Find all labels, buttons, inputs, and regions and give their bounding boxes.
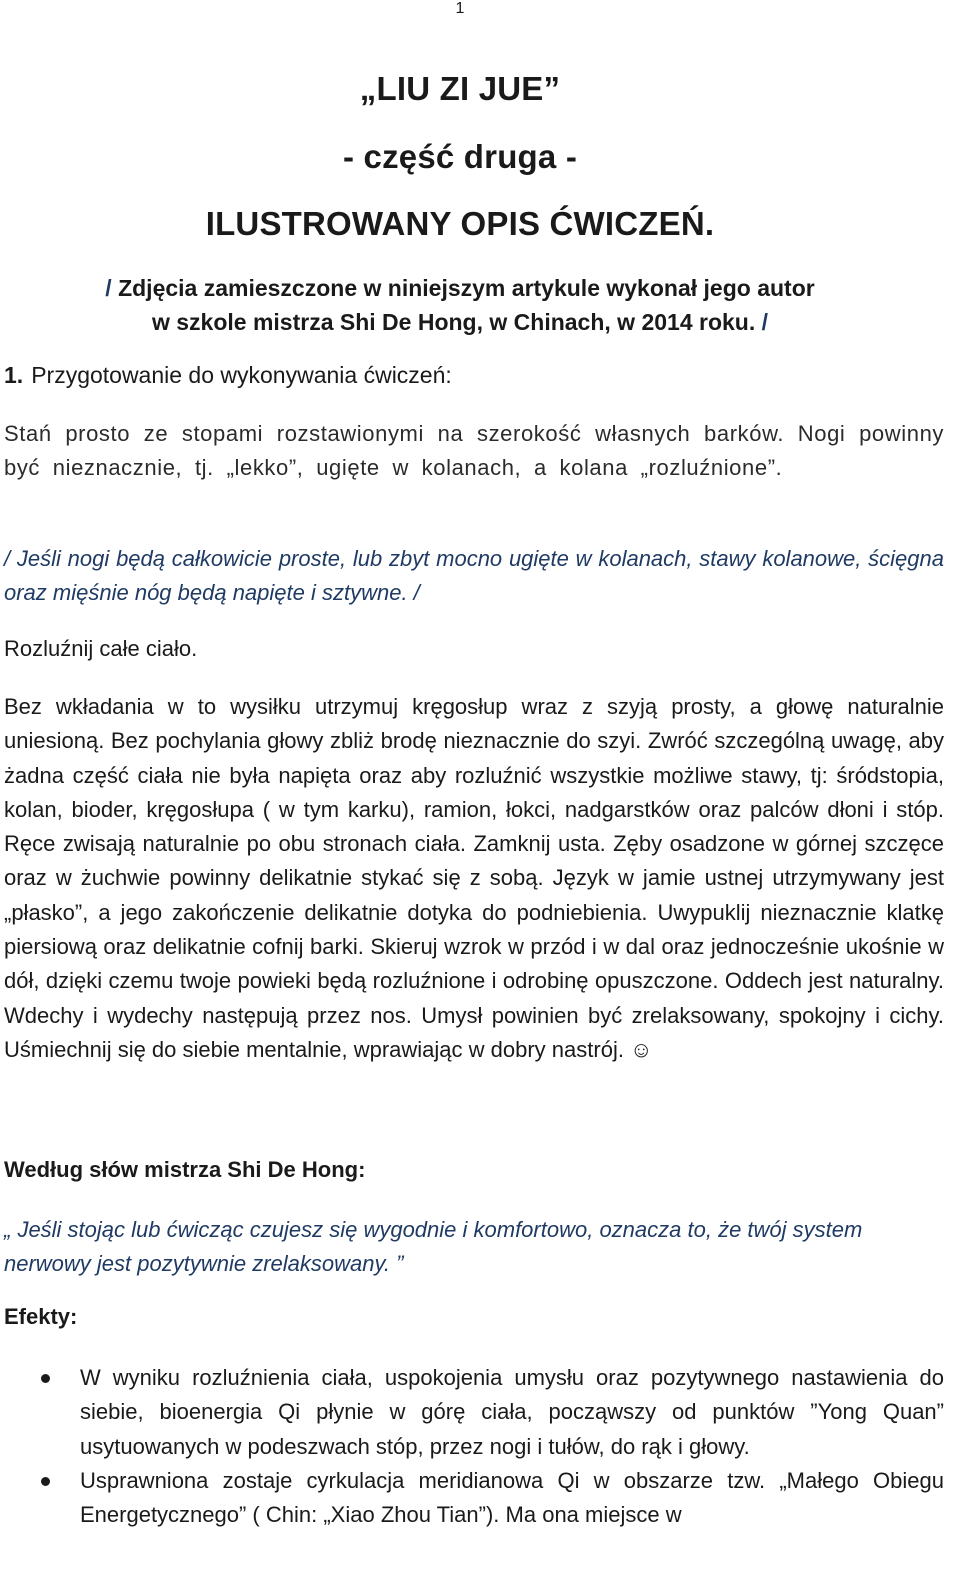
photo-note	[0, 271, 920, 339]
bullet-icon	[41, 1374, 50, 1383]
master-heading: Według słów mistrza Shi De Hong:	[4, 1157, 366, 1182]
title-line-1: „LIU ZI JUE”	[359, 70, 561, 107]
effects-item	[0, 1464, 944, 1533]
open-slash: /	[105, 275, 112, 301]
effects-item-text: W wyniku rozluźnienia ciała, uspokojenia umysłu oraz pozytywnego nastawienia do siebie, bioenergia Qi płynie w górę ciała, począwszy od punktów ”Yong Quan” usytuowanych w podeszwach stóp, przez nogi i tułów, do rąk i głowy.	[80, 1365, 944, 1459]
paragraph-stance: Stań prosto ze stopami rozstawionymi na szerokość własnych barków. Nogi powinny być nieznacznie, tj. „lekko”, ugięte w kolanach, a kolana „rozluźnione”.	[4, 421, 944, 481]
effects-heading: Efekty:	[4, 1304, 78, 1329]
effects-item	[0, 1361, 944, 1464]
section-heading	[4, 362, 452, 389]
effects-item-text: Usprawniona zostaje cyrkulacja meridianowa Qi w obszarze tzw. „Małego Obiegu Energetycznego” ( Chin: „Xiao Zhou Tian”). Ma ona miejsce w	[80, 1467, 944, 1528]
bullet-icon	[41, 1477, 50, 1486]
photo-note-line-1	[0, 271, 920, 305]
title-line-3: ILUSTROWANY OPIS ĆWICZEŃ.	[205, 205, 715, 242]
page-number: 1	[455, 0, 465, 17]
paragraph-body: Bez wkładania w to wysiłku utrzymuj kręgosłup wraz z szyją prosty, a głowę naturalnie uniesioną. Bez pochylania głowy zbliż brodę nieznacznie do szyi. Zwróć szczególną uwagę, aby żadna część ciała nie była napięta oraz aby rozluźnić wszystkie możliwe stawy, tj: śródstopia, kolan, bioder, kręgosłupa ( w tym karku), ramion, łokci, nadgarstków oraz palców dłoni i stóp. Ręce zwisają naturalnie po obu stronach ciała. Zamknij usta. Zęby osadzone w górnej szczęce oraz w żuchwie powinny delikatnie stykać się z sobą. Język w jamie ustnej utrzymywany jest „płasko”, a jego zakończenie delikatnie dotyka do podniebienia. Uwypuklij nieznacznie klatkę piersiową oraz delikatnie cofnij barki. Skieruj wzrok w przód i w dal oraz jednocześnie ukośnie w dół, dzięki czemu twoje powieki będą rozluźnione i odrobinę opuszczone. Oddech jest naturalny. Wdechy i wydechy następują przez nos. Umysł powinien być zrelaksowany, spokojny i cichy. Uśmiechnij się do siebie mentalnie, wprawiając w dobry nastrój. ☺	[4, 694, 944, 1062]
effects-list	[0, 1361, 944, 1532]
photo-note-line-2	[0, 305, 920, 339]
photo-note-text-1: Zdjęcia zamieszczone w niniejszym artykule wykonał jego autor	[111, 275, 815, 301]
photo-note-text-2: w szkole mistrza Shi De Hong, w Chinach, w 2014 roku.	[151, 309, 762, 335]
close-slash: /	[761, 309, 769, 335]
master-quote: „ Jeśli stojąc lub ćwicząc czujesz się wygodnie i komfortowo, oznacza to, że twój system nerwowy jest pozytywnie zrelaksowany. ”	[4, 1217, 863, 1277]
title-line-2: - część druga -	[342, 138, 578, 175]
section-number: 1.	[4, 362, 24, 388]
paragraph-relax: Rozluźnij całe ciało.	[4, 636, 198, 661]
paragraph-warning: / Jeśli nogi będą całkowicie proste, lub zbyt mocno ugięte w kolanach, stawy kolanowe, ścięgna oraz mięśnie nóg będą napięte i sztywne. /	[4, 546, 944, 606]
section-title: Przygotowanie do wykonywania ćwiczeń:	[31, 362, 452, 388]
